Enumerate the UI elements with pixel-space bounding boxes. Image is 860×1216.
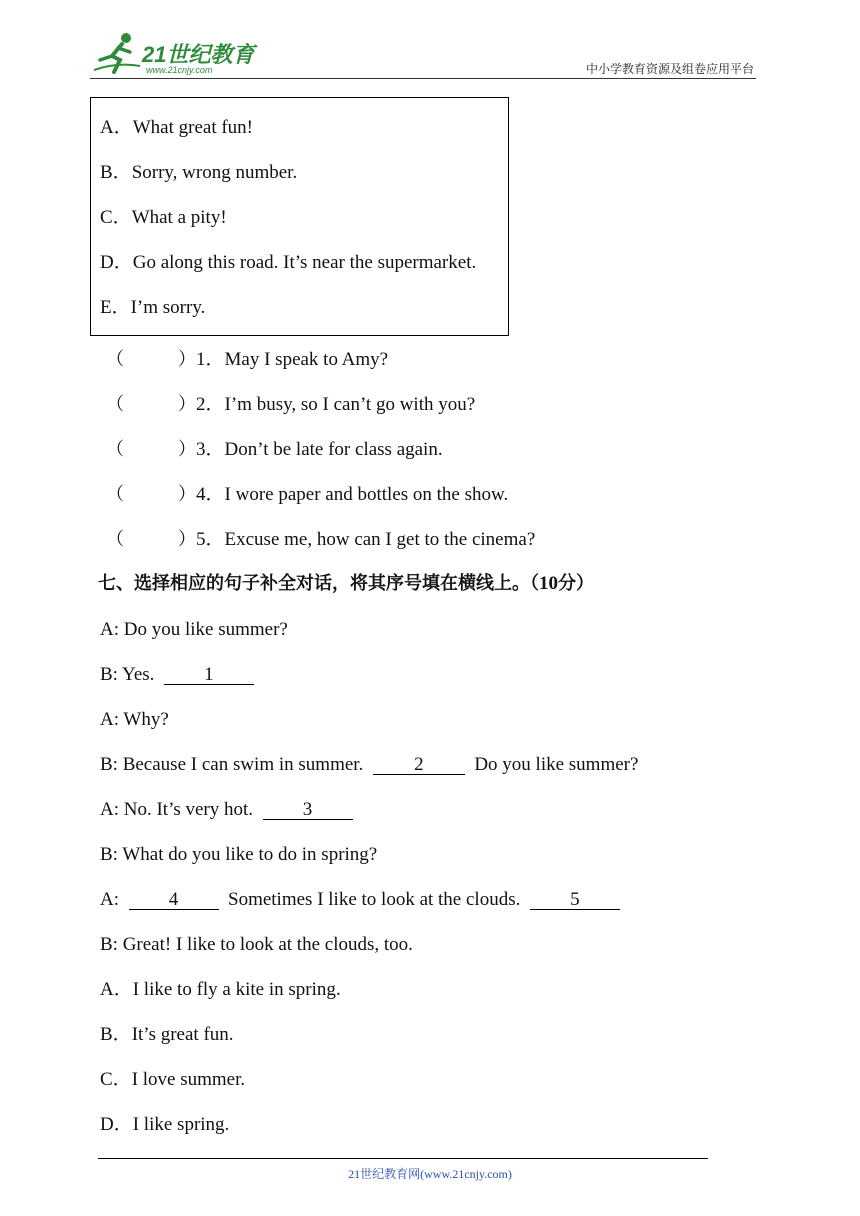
box-option-d: D．Go along this road. It’s near the supermarket.: [100, 252, 477, 273]
box-option-a: A．What great fun!: [100, 117, 254, 138]
question-1: （ ）1．May I speak to Amy?: [106, 349, 389, 370]
dialogue-line-5: A: No. It’s very hot. 3: [100, 799, 353, 821]
answer-option-c: C．I love summer.: [100, 1069, 246, 1090]
box-option-b: B．Sorry, wrong number.: [100, 162, 298, 183]
box-option-e: E．I’m sorry.: [100, 297, 206, 318]
footer-divider: [98, 1158, 708, 1159]
logo-url-text: www.21cnjy.com: [146, 65, 213, 75]
header-divider: [90, 78, 756, 79]
answer-option-b: B．It’s great fun.: [100, 1024, 234, 1045]
blank-3[interactable]: 3: [263, 801, 353, 820]
runner-icon: [92, 30, 142, 76]
platform-label: 中小学教育资源及组卷应用平台: [585, 62, 754, 76]
box-option-c: C．What a pity!: [100, 207, 227, 228]
dialogue-line-6: B: What do you like to do in spring?: [100, 844, 378, 865]
question-5: （ ）5．Excuse me, how can I get to the cinema?: [106, 529, 536, 550]
blank-1[interactable]: 1: [164, 666, 254, 685]
blank-4[interactable]: 4: [129, 891, 219, 910]
answer-option-a: A．I like to fly a kite in spring.: [100, 979, 341, 1000]
dialogue-line-8: B: Great! I like to look at the clouds, too.: [100, 934, 413, 955]
dialogue-line-7: A: 4 Sometimes I like to look at the clouds. 5: [100, 889, 620, 911]
dialogue-line-4: B: Because I can swim in summer. 2 Do you like summer?: [100, 754, 639, 775]
blank-5[interactable]: 5: [530, 891, 620, 910]
section-7-title: 七、选择相应的句子补全对话，将其序号填在横线上。（10分）: [98, 573, 594, 594]
question-3: （ ）3．Don’t be late for class again.: [106, 439, 443, 460]
site-logo: [92, 30, 262, 78]
dialogue-line-2: B: Yes. 1: [100, 664, 254, 686]
logo-main-text: 21世纪教育: [142, 42, 255, 67]
page-header: [92, 30, 756, 80]
question-2: （ ）2．I’m busy, so I can’t go with you?: [106, 394, 476, 415]
dialogue-line-3: A: Why?: [100, 709, 169, 730]
blank-2[interactable]: 2: [373, 756, 465, 775]
dialogue-line-1: A: Do you like summer?: [100, 619, 288, 640]
question-4: （ ）4．I wore paper and bottles on the show.: [106, 484, 509, 505]
footer-link[interactable]: 21世纪教育网(www.21cnjy.com): [348, 1167, 512, 1181]
answer-option-d: D．I like spring.: [100, 1114, 230, 1135]
